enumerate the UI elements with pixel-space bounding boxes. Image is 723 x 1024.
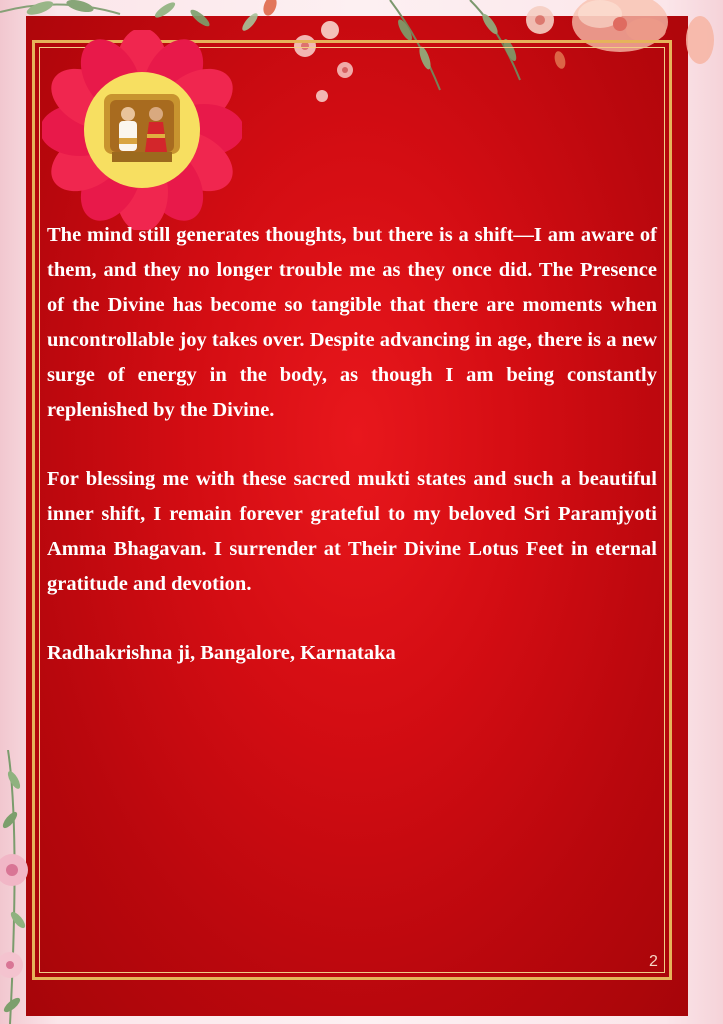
deity-couple-portrait-icon <box>104 94 180 162</box>
testimonial-paragraph-1: The mind still generates thoughts, but there is a shift—I am aware of them, and they no longer trouble me as they once did. The Presence of the Divine has become so tangible that there are moments when uncontrollable joy takes over. Despite advancing in age, there is a new surge of energy in the body, as though I am being constantly replenished by the Divine. <box>47 224 657 421</box>
testimonial-paragraph-2: For blessing me with these sacred mukti states and such a beautiful inner shift, I remain forever grateful to my beloved Sri Paramjyoti Amma Bhagavan. I surrender at Their Divine Lotus Feet in eternal gratitude and devotion. <box>47 468 657 595</box>
flower-medallion <box>42 30 242 230</box>
testimonial-signature: Radhakrishna ji, Bangalore, Karnataka <box>47 642 396 664</box>
testimonial-body <box>47 218 657 705</box>
page-number: 2 <box>649 953 658 970</box>
